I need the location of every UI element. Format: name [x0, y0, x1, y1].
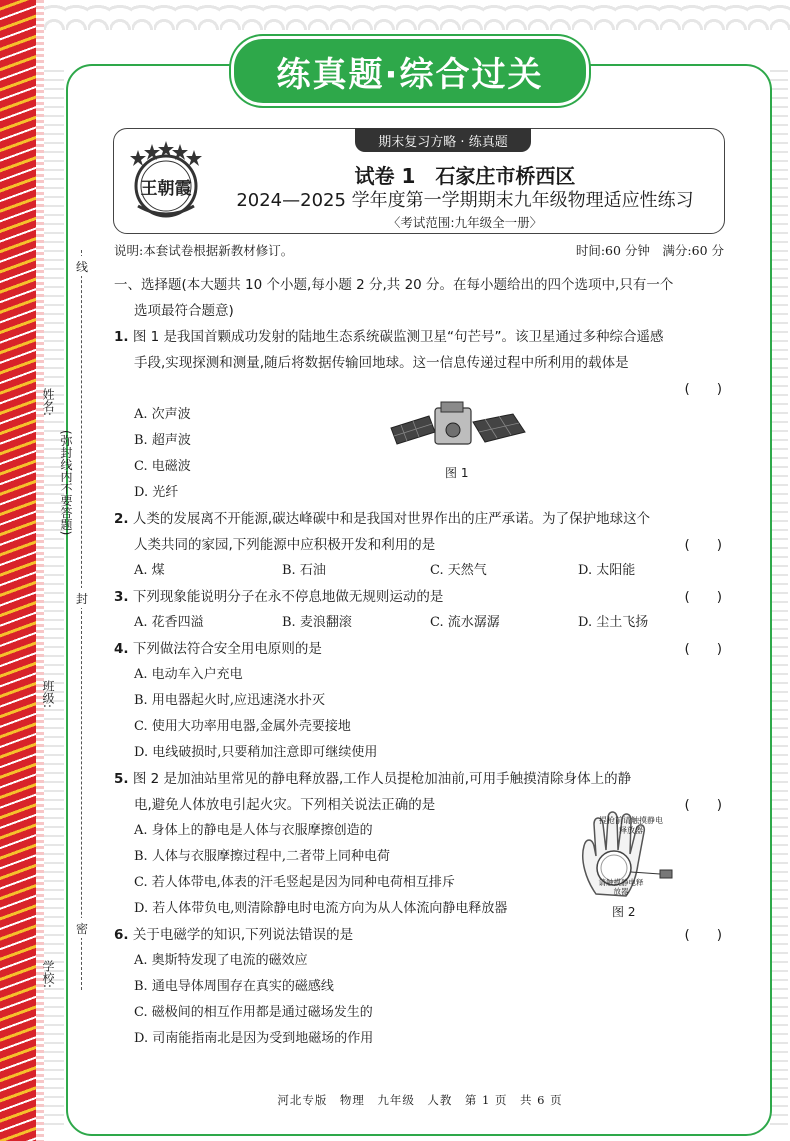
logo-text: 王朝霞: [140, 179, 192, 199]
option-5a[interactable]: A. 身体上的静电是人体与衣服摩擦创造的: [134, 823, 373, 838]
seal-hint: (弥封线内不要答题): [59, 430, 73, 536]
option-4c[interactable]: C. 使用大功率用电器,金属外壳要接地: [134, 719, 351, 734]
page-banner: 练真题·综合过关: [231, 36, 589, 106]
page-footer: 河北专版 物理 九年级 人教 第 1 页 共 6 页: [277, 1093, 563, 1107]
class-label: 班级:: [41, 680, 55, 709]
decorative-top-wave: [44, 0, 790, 30]
option-2a[interactable]: A. 煤: [134, 563, 165, 578]
seal-mark-mi: 密: [72, 918, 92, 938]
option-3d[interactable]: D. 尘土飞扬: [578, 615, 649, 630]
seal-mark-xian: 线: [72, 256, 92, 276]
school-label: 学校:: [41, 960, 55, 989]
instructions-line: [114, 241, 724, 259]
options-2: [114, 558, 726, 584]
figure-2-caption: 图 2: [612, 905, 636, 919]
exam-scope: 〈考试范围:九年级全一册〉: [387, 215, 543, 230]
decorative-wave-right: [770, 70, 788, 1130]
option-5d[interactable]: D. 若人体带负电,则清除静电时电流方向为从人体流向静电释放器: [134, 901, 508, 916]
seal-mark-feng: 封: [72, 588, 92, 608]
question-2-line-2: 人类共同的家园,下列能源中应积极开发和利用的是: [134, 537, 436, 553]
option-6d[interactable]: D. 司南能指南北是因为受到地磁场的作用: [134, 1031, 374, 1046]
time-score-info: 时间:60 分钟 满分:60 分: [575, 243, 724, 258]
answer-paren-5[interactable]: ( ): [684, 797, 722, 813]
option-6c[interactable]: C. 磁极间的相互作用都是通过磁场发生的: [134, 1005, 373, 1020]
question-5-line-2: 电,避免人体放电引起火灾。下列相关说法正确的是: [134, 797, 436, 813]
option-1b[interactable]: B. 超声波: [134, 433, 191, 448]
option-4b[interactable]: B. 用电器起火时,应迅速浇水扑灭: [134, 693, 325, 708]
question-5: 5. 图 2 是加油站里常见的静电释放器,工作人员提枪加油前,可用手触摸清除身体上的静: [114, 771, 632, 787]
name-label: 姓名:: [41, 388, 55, 417]
seal-dashed-line: [81, 250, 82, 990]
option-2b[interactable]: B. 石油: [282, 563, 326, 578]
decorative-left-strip: [0, 0, 40, 1141]
option-5c[interactable]: C. 若人体带电,体表的汗毛竖起是因为同种电荷相互排斥: [134, 875, 455, 890]
discharger-label-bottom: 请触摸静电释放器: [598, 878, 644, 896]
instructions-note: 说明:本套试卷根据新教材修订。: [114, 243, 294, 258]
option-1a[interactable]: A. 次声波: [134, 407, 191, 422]
option-5b[interactable]: B. 人体与衣服摩擦过程中,二者带上同种电荷: [134, 849, 390, 864]
question-6: 6. 关于电磁学的知识,下列说法错误的是 ( ): [114, 922, 726, 948]
option-6a[interactable]: A. 奥斯特发现了电流的磁效应: [134, 953, 308, 968]
option-3b[interactable]: B. 麦浪翻滚: [282, 615, 352, 630]
option-3a[interactable]: A. 花香四溢: [134, 615, 204, 630]
satellite-figure: [385, 398, 530, 460]
question-1-line-2: 手段,实现探测和测量,随后将数据传输回地球。这一信息传递过程中所利用的载体是: [134, 355, 629, 371]
answer-paren-4[interactable]: ( ): [684, 641, 722, 657]
option-4a[interactable]: A. 电动车入户充电: [134, 667, 243, 682]
answer-paren-1[interactable]: ( ): [684, 381, 722, 397]
figure-1-caption: 图 1: [445, 466, 469, 480]
option-1c[interactable]: C. 电磁波: [134, 459, 191, 474]
question-4: 4. 下列做法符合安全用电原则的是 ( ): [114, 636, 726, 662]
option-2c[interactable]: C. 天然气: [430, 563, 487, 578]
question-1: 1. 图 1 是我国首颗成功发射的陆地生态系统碳监测卫星“句芒号”。该卫星通过多种综合遥感: [114, 329, 664, 345]
header-tab: 期末复习方略 · 练真题: [355, 128, 531, 152]
brand-logo: [124, 136, 208, 220]
answer-paren-3[interactable]: ( ): [684, 589, 722, 605]
question-2: 2. 人类的发展离不开能源,碳达峰碳中和是我国对世界作出的庄严承诺。为了保护地球这个: [114, 511, 651, 527]
option-3c[interactable]: C. 流水潺潺: [430, 615, 500, 630]
options-3: [114, 610, 726, 636]
answer-paren-2[interactable]: ( ): [684, 537, 722, 553]
option-4d[interactable]: D. 电线破损时,只要稍加注意即可继续使用: [134, 745, 378, 760]
question-area: [114, 272, 726, 1052]
option-2d[interactable]: D. 太阳能: [578, 563, 636, 578]
section-heading: 一、选择题(本大题共 10 个小题,每小题 2 分,共 20 分。在每小题给出的四个选项中,只有一个 选项最符合题意): [114, 277, 674, 319]
discharger-label-top: 提枪前请触摸静电释放器: [599, 816, 663, 835]
exam-subtitle: 2024—2025 学年度第一学期期末九年级物理适应性练习: [236, 190, 694, 211]
question-3: 3. 下列现象能说明分子在永不停息地做无规则运动的是 ( ): [114, 584, 726, 610]
option-1d[interactable]: D. 光纤: [134, 485, 179, 500]
option-6b[interactable]: B. 通电导体周围存在真实的磁感线: [134, 979, 334, 994]
exam-title: 试卷 1 石家庄市桥西区: [354, 164, 576, 188]
answer-paren-6[interactable]: ( ): [684, 927, 722, 943]
